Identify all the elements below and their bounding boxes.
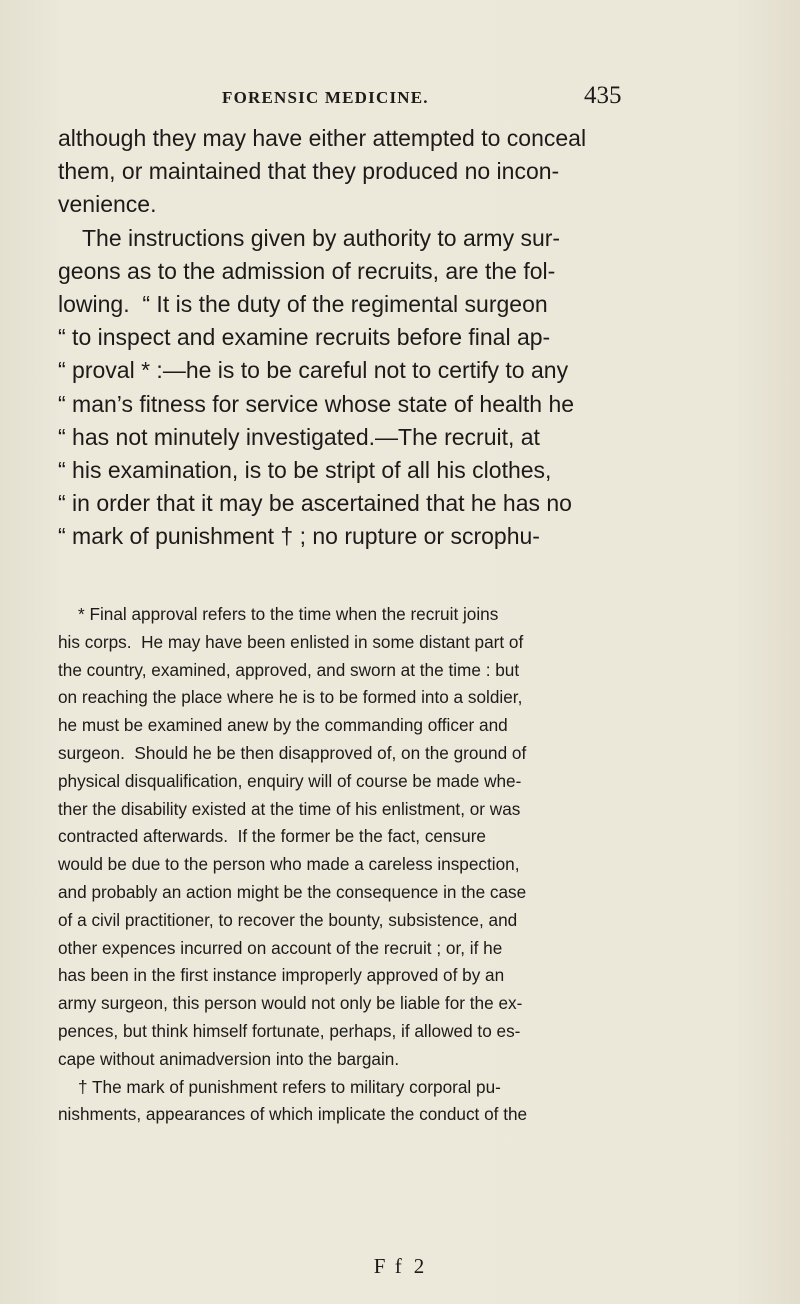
text-line: “ man’s fitness for service whose state of health he xyxy=(58,390,575,417)
text-line: “ mark of punishment † ; no rupture or scrophu- xyxy=(58,523,540,550)
footnotes xyxy=(58,601,748,1129)
footnote-line: cape without animadversion into the bargain. xyxy=(58,1048,400,1069)
footnote-line: his corps. He may have been enlisted in some distant part of xyxy=(58,631,524,652)
footnote-line: nishments, appearances of which implicate the conduct of the xyxy=(58,1104,528,1125)
text-line: them, or maintained that they produced no incon- xyxy=(58,158,560,185)
page-header xyxy=(0,82,800,122)
footnote-line: and probably an action might be the consequence in the case xyxy=(58,881,527,902)
text-line: “ has not minutely investigated.—The recruit, at xyxy=(58,423,540,450)
signature-number: 2 xyxy=(413,1254,427,1278)
text-line: “ in order that it may be ascertained that he has no xyxy=(58,490,572,517)
footnote-line: surgeon. Should he be then disapproved of, on the ground of xyxy=(58,742,527,763)
signature-mark xyxy=(0,1254,800,1279)
footnote-line: he must be examined anew by the commanding officer and xyxy=(58,715,508,736)
footnote-line: on reaching the place where he is to be formed into a soldier, xyxy=(58,687,523,708)
text-line: venience. xyxy=(58,191,157,218)
footnote-line: has been in the first instance improperly approved of by an xyxy=(58,965,505,986)
text-line: lowing. “ It is the duty of the regimental surgeon xyxy=(58,291,548,318)
text-line: “ his examination, is to be stript of all his clothes, xyxy=(58,457,552,484)
footnote-line: ther the disability existed at the time of his enlistment, or was xyxy=(58,798,521,819)
footnote-line: contracted afterwards. If the former be the fact, censure xyxy=(58,826,486,847)
footnote-line: * Final approval refers to the time when the recruit joins xyxy=(78,604,499,624)
running-head: FORENSIC MEDICINE. xyxy=(222,88,429,107)
footnote-line: physical disqualification, enquiry will of course be made whe- xyxy=(58,770,522,791)
footnote-line: army surgeon, this person would not only be liable for the ex- xyxy=(58,993,523,1014)
text-line: “ to inspect and examine recruits before final ap- xyxy=(58,324,551,351)
text-line: The instructions given by authority to army sur- xyxy=(82,224,561,251)
page-number: 435 xyxy=(584,82,622,109)
footnote-line: pences, but think himself fortunate, perhaps, if allowed to es- xyxy=(58,1020,521,1041)
footnote-line: † The mark of punishment refers to military corporal pu- xyxy=(78,1076,501,1097)
footnote-line: other expences incurred on account of the recruit ; or, if he xyxy=(58,937,503,958)
text-line: “ proval * :—he is to be careful not to certify to any xyxy=(58,357,569,384)
text-line: although they may have either attempted to conceal xyxy=(58,125,587,151)
footnote-line: would be due to the person who made a careless inspection, xyxy=(58,854,520,875)
text-line: geons as to the admission of recruits, are the fol- xyxy=(58,257,556,284)
main-text xyxy=(58,122,738,554)
footnote-line: the country, examined, approved, and sworn at the time : but xyxy=(58,659,520,680)
signature-letters: F f xyxy=(373,1254,404,1278)
footnote-line: of a civil practitioner, to recover the bounty, subsistence, and xyxy=(58,909,518,930)
